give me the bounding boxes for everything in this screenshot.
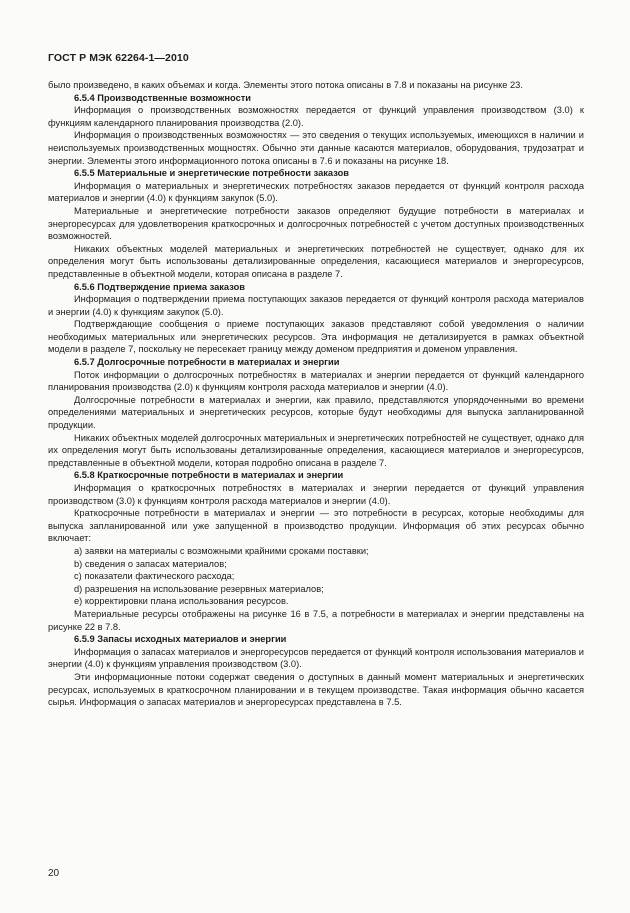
list-item: b) сведения о запасах материалов; [74, 558, 227, 569]
paragraph: Подтверждающие сообщения о приеме поступающих заказов представляют собой уведомления о наличии необходимых материальных или энергетических ресурсов. Эта информация не детализируется в рамках объектной модели в разделе 7, поскольку не пересекает границу между доменом предприятия и доменом управления. [48, 319, 584, 355]
section-heading: 6.5.5 Материальные и энергетические потребности заказов [74, 168, 349, 179]
section-heading: 6.5.6 Подтверждение приема заказов [74, 281, 245, 292]
list-item: a) заявки на материалы с возможными крайними сроками поставки; [74, 545, 369, 556]
list-item: d) разрешения на использование резервных материалов; [74, 583, 324, 594]
paragraph: Долгосрочные потребности в материалах и энергии, как правило, представляются упорядоченными во времени определениями материальных и энергетических ресурсов, которые будут необходимы для выпуска запланированной продукции. [48, 394, 584, 431]
document-header: ГОСТ Р МЭК 62264-1—2010 [48, 52, 189, 64]
section-heading: 6.5.7 Долгосрочные потребности в материалах и энергии [74, 357, 340, 368]
paragraph: Информация о подтверждении приема поступающих заказов передается от функций контроля расхода материалов и энергии (4.0) к функциям закупок (5.0). [48, 294, 584, 317]
paragraph: Никаких объектных моделей долгосрочных материальных и энергетических потребностей не существует, однако для их определения могут быть использованы детализированные определения, касающиеся материалов и энергоресурсов, представленные в объектной модели, которая подробно описана в разделе 7. [48, 432, 584, 468]
paragraph: Краткосрочные потребности в материалах и энергии — это потребности в ресурсах, которые необходимы для выпуска запланированной или уже запущенной в производство продукции. Информация об этих ресурсах обычно включает: [48, 508, 584, 544]
paragraph: Информация о краткосрочных потребностях в материалах и энергии передается от функций управления производством (3.0) к функциям контроля расхода материалов и энергии (4.0). [48, 483, 584, 506]
section-heading: 6.5.4 Производственные возможности [74, 92, 252, 103]
paragraph: Поток информации о долгосрочных потребностях в материалах и энергии передается от функций календарного планирования производства (2.0) к функциям контроля расхода материалов и энергии (4.0). [48, 369, 584, 393]
paragraph: Эти информационные потоки содержат сведения о доступных в данный момент материальных и энергетических ресурсах, используемых в краткосрочном планировании и в текущем производстве. Такая информация обычно касается сырья. Информация о запасах материалов и энергоресурсах представлена в 7.5. [48, 671, 584, 708]
paragraph: было произведено, в каких объемах и когда. Элементы этого потока описаны в 7.8 и показаны на рисунке 23. [48, 80, 523, 90]
list-item: e) корректировки плана использования ресурсов. [74, 596, 289, 607]
paragraph: Информация о производственных возможностях — это сведения о текущих используемых, имеющихся в наличии и неиспользуемых производственных мощностях. Обычно эти данные касаются материалов, оборудования, трудозатрат и энергии. Элементы этого информационного потока описаны в 7.6 и показаны на рисунке 18. [48, 130, 584, 166]
document-body [48, 79, 584, 709]
list-item: c) показатели фактического расхода; [74, 571, 235, 582]
paragraph: Материальные ресурсы отображены на рисунке 16 в 7.5, а потребности в материалах и энергии представлены на рисунке 22 в 7.8. [48, 608, 584, 632]
paragraph: Никаких объектных моделей материальных и энергетических потребностей не существует, однако для их определения могут быть использованы детализированные определения, касающиеся материалов и энергоресурсов, представленные в объектной модели, которая описана в разделе 7. [48, 243, 584, 279]
paragraph: Материальные и энергетические потребности заказов определяют будущие потребности в материалах и энергоресурсах для удовлетворения краткосрочных и долгосрочных потребностей с учетом доступных производственных возможностей. [48, 205, 584, 242]
page-number: 20 [48, 868, 60, 879]
section-heading: 6.5.9 Запасы исходных материалов и энергии [74, 634, 287, 645]
section-heading: 6.5.8 Краткосрочные потребности в материалах и энергии [74, 470, 344, 481]
paragraph: Информация о запасах материалов и энергоресурсов передается от функций контроля использования материалов и энергии (4.0) к функциям управления производством (3.0). [48, 646, 584, 670]
paragraph: Информация о производственных возможностях передается от функций управления производством (3.0) к функциям календарного планирования производства (2.0). [48, 105, 584, 128]
paragraph: Информация о материальных и энергетических потребностях заказов передается от функций контроля расхода материалов и энергии (4.0) к функциям закупок (5.0). [48, 180, 584, 204]
